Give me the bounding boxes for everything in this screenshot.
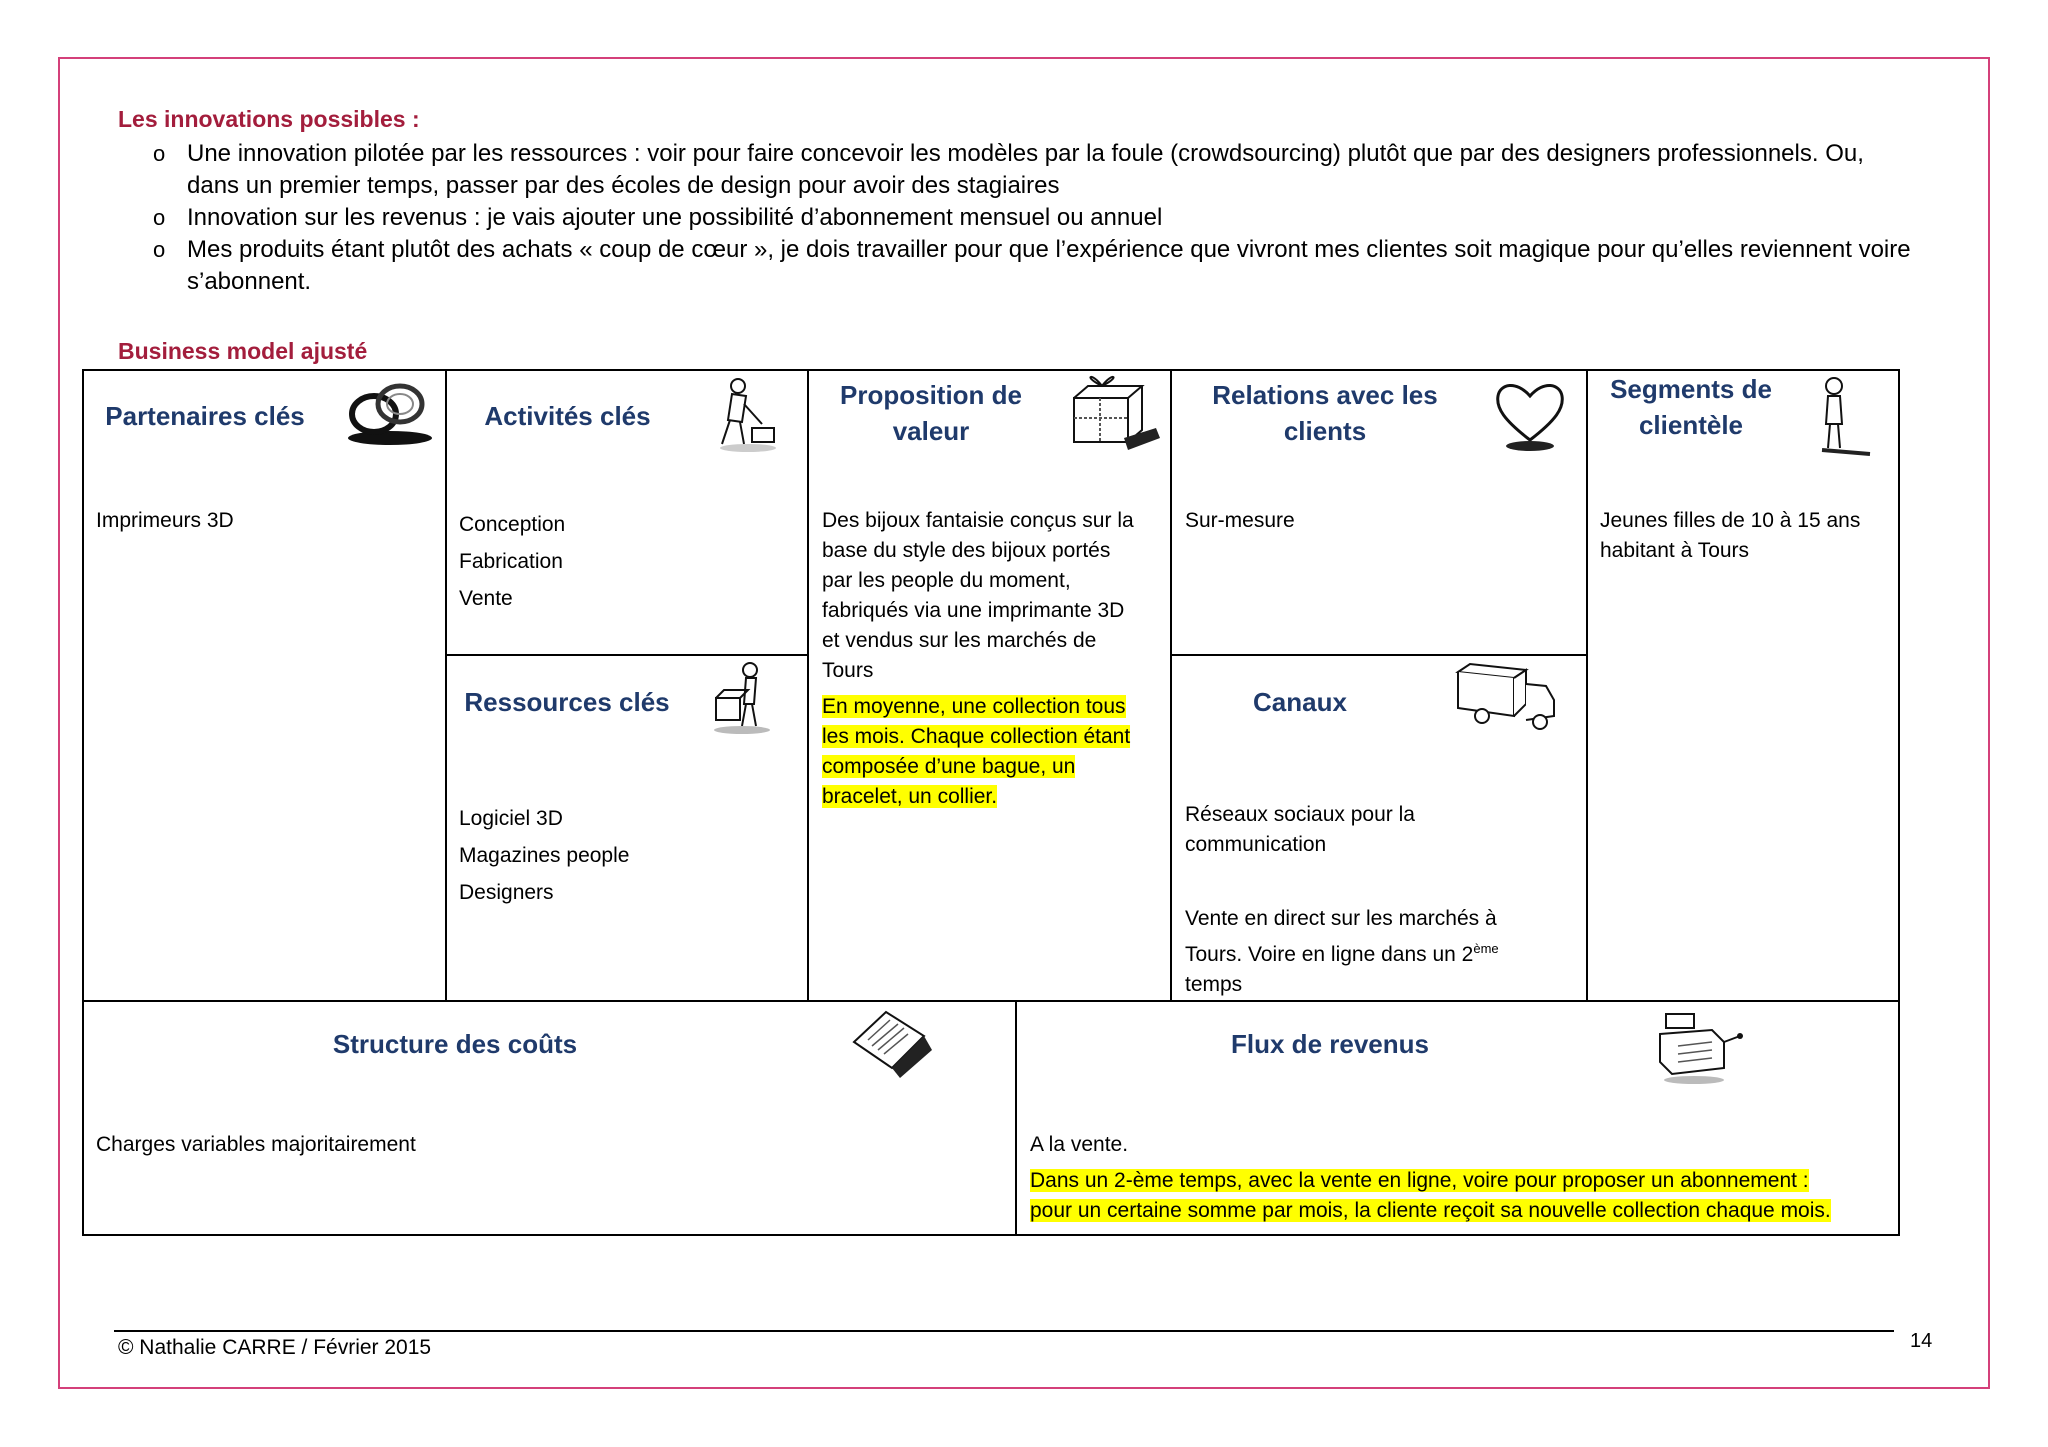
segments-title: Segments de clientèle [1610,374,1772,440]
list-item: Sur-mesure [1185,509,1295,532]
canaux-text-1: Réseaux sociaux pour la communication [1185,803,1415,856]
bullet: o [153,205,166,230]
divider [1170,369,1172,1001]
footer-copyright: © Nathalie CARRE / Février 2015 [118,1336,432,1359]
canvas-title: Business model ajusté [118,338,368,364]
canaux-title: Canaux [1253,687,1347,717]
list-item: Magazines people [459,844,630,867]
relations-list [1185,506,1295,536]
truck-icon [1452,660,1562,740]
cash-register-icon [1652,1006,1744,1086]
proposition-title: Proposition de valeur [840,380,1022,446]
heart-icon [1490,374,1570,454]
activites-title: Activités clés [484,401,651,431]
list-item: Vente [459,587,513,610]
divider [807,369,809,1001]
list-item: o Innovation sur les revenus : je vais ajouter une possibilité d’abonnement mensuel ou annuel [145,202,1915,234]
partenaires-list [96,506,234,536]
revenus-text: A la vente. [1030,1133,1129,1156]
person-icon [1812,374,1876,458]
gift-icon [1062,368,1162,458]
document-icon [846,1006,936,1080]
revenus-title: Flux de revenus [1231,1029,1429,1059]
list-item: Conception [459,513,566,536]
divider [82,1000,1900,1002]
list-item: Fabrication [459,550,563,573]
innovations-list [145,138,1915,298]
worker-icon [708,374,780,454]
proposition-highlight: En moyenne, une collection tous les mois. Chaque collection étant composée d’une bague, un bracelet, un collier. [822,695,1131,808]
innovations-title: Les innovations possibles : [118,106,420,132]
bullet: o [153,237,166,262]
couts-text: Charges variables majoritairement [96,1133,416,1156]
canaux-text-2: Vente en direct sur les marchés à Tours. Voire en ligne dans un 2ème temps [1185,907,1499,996]
divider [1015,1000,1017,1236]
list-item: o Mes produits étant plutôt des achats « coup de cœur », je dois travailler pour que l’expérience que vivront mes clientes soit magique pour qu’elles reviennent voire s’abonnent. [153,236,1911,295]
rings-icon [340,378,434,448]
couts-title: Structure des coûts [332,1029,578,1059]
divider [1170,654,1587,656]
activites-list [459,506,565,617]
ressources-title: Ressources clés [464,687,670,717]
list-item: Logiciel 3D [459,807,563,830]
ressources-list [459,800,629,911]
list-item: o Une innovation pilotée par les ressources : voir pour faire concevoir les modèles par la foule (crowdsourcing) plutôt que par des designers professionnels. Ou, dans un premier temps, passer par des écoles de design pour avoir des stagiaires [153,140,1864,199]
footer-divider [114,1330,1894,1332]
segments-text: Jeunes filles de 10 à 15 ans habitant à Tours [1600,509,1861,562]
list-item: Designers [459,881,554,904]
worker-box-icon [708,658,778,736]
list-item: Imprimeurs 3D [96,509,234,532]
divider [445,369,447,1001]
revenus-highlight: Dans un 2-ème temps, avec la vente en ligne, voire pour proposer un abonnement : pour un certaine somme par mois, la cliente reçoit sa nouvelle collection chaque mois. [1030,1169,1831,1222]
bullet: o [153,141,166,166]
divider [445,654,808,656]
proposition-text: Des bijoux fantaisie conçus sur la base du style des bijoux portés par les people du moment, fabriqués via une imprimante 3D et vendus sur les marchés de Tours [822,509,1134,682]
page-number: 14 [1910,1330,1933,1352]
relations-title: Relations avec les clients [1212,380,1438,446]
divider [1586,369,1588,1001]
partenaires-title: Partenaires clés [105,401,305,431]
